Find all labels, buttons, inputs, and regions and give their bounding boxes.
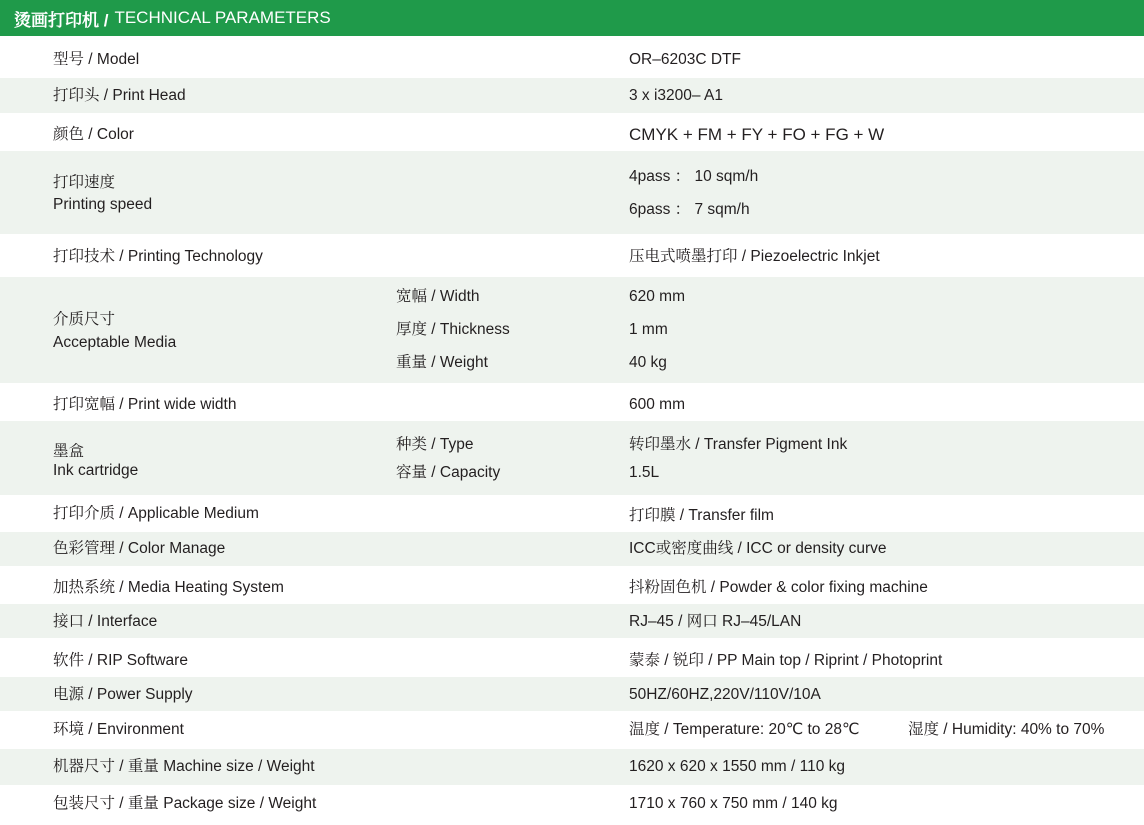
row-label: 加热系统 / Media Heating System [53, 579, 284, 596]
table-row-media [0, 277, 1144, 383]
row-label: 接口 / Interface [53, 613, 158, 630]
row-value: 3 x i3200– A1 [629, 87, 723, 104]
header-title-en: TECHNICAL PARAMETERS [114, 8, 331, 27]
row-label: 打印技术 / Printing Technology [53, 248, 263, 265]
table-row-model [0, 36, 1144, 78]
row-value: 抖粉固色机 / Powder & color fixing machine [629, 579, 928, 596]
row-label: 打印宽幅 / Print wide width [53, 396, 237, 413]
row-value: 1710 x 760 x 750 mm / 140 kg [629, 795, 838, 812]
row-value-6pass: 6pass ： 7 sqm/h [629, 201, 750, 218]
table-row-heating [0, 566, 1144, 604]
row-label-en: Printing speed [53, 196, 153, 213]
parameters-table [0, 36, 1144, 823]
row-label: 打印介质 / Applicable Medium [53, 505, 259, 522]
table-row-print-head [0, 78, 1144, 113]
row-label: 色彩管理 / Color Manage [53, 540, 226, 557]
ink-capacity-label: 容量 / Capacity [396, 464, 501, 481]
row-value: 打印膜 / Transfer film [629, 507, 774, 524]
media-weight-value: 40 kg [629, 354, 667, 371]
row-label: 电源 / Power Supply [53, 686, 193, 703]
row-label: 颜色 / Color [53, 126, 134, 143]
row-value: 蒙泰 / 锐印 / PP Main top / Riprint / Photoprint [629, 652, 943, 669]
row-label: 打印头 / Print Head [53, 87, 186, 104]
row-label-en: Acceptable Media [53, 334, 177, 351]
environment-temperature: 温度 / Temperature: 20℃ to 28℃ [629, 721, 860, 738]
row-label: 机器尺寸 / 重量 Machine size / Weight [53, 758, 315, 775]
row-value-4pass: 4pass ： 10 sqm/h [629, 168, 759, 185]
section-header [0, 0, 1144, 36]
row-value: 压电式喷墨打印 / Piezoelectric Inkjet [629, 248, 880, 265]
table-row-technology [0, 234, 1144, 277]
media-thickness-value: 1 mm [629, 321, 668, 338]
row-label-en: Ink cartridge [53, 462, 139, 479]
media-weight-label: 重量 / Weight [396, 354, 488, 371]
table-row-interface [0, 604, 1144, 638]
row-value: 50HZ/60HZ,220V/110V/10A [629, 686, 821, 703]
row-label-zh: 打印速度 [53, 174, 116, 191]
row-label: 包装尺寸 / 重量 Package size / Weight [53, 795, 317, 812]
media-thickness-label: 厚度 / Thickness [396, 321, 510, 338]
table-row-print-width [0, 383, 1144, 421]
ink-capacity-value: 1.5L [629, 464, 660, 481]
media-width-value: 620 mm [629, 288, 685, 305]
table-row-ink [0, 421, 1144, 495]
row-label: 环境 / Environment [53, 721, 184, 738]
row-label-zh: 介质尺寸 [53, 311, 116, 328]
row-value: OR–6203C DTF [629, 51, 741, 68]
table-row-speed [0, 151, 1144, 234]
row-value: CMYK + FM + FY + FO + FG + W [629, 125, 885, 144]
ink-type-value: 转印墨水 / Transfer Pigment Ink [629, 436, 848, 453]
row-value: RJ–45 / 网口 RJ–45/LAN [629, 613, 802, 630]
row-value: 1620 x 620 x 1550 mm / 110 kg [629, 758, 845, 775]
table-row-machine-size [0, 749, 1144, 785]
row-label: 软件 / RIP Software [53, 652, 188, 669]
row-value: ICC或密度曲线 / ICC or density curve [629, 540, 887, 557]
table-row-power [0, 677, 1144, 711]
row-label: 型号 / Model [53, 51, 140, 68]
table-row-environment [0, 711, 1144, 749]
table-row-medium [0, 495, 1144, 532]
ink-type-label: 种类 / Type [396, 436, 474, 453]
table-row-color-manage [0, 532, 1144, 566]
row-label-zh: 墨盒 [53, 443, 85, 460]
table-row-color [0, 113, 1144, 151]
table-row-software [0, 638, 1144, 677]
environment-humidity: 湿度 / Humidity: 40% to 70% [908, 721, 1105, 738]
row-value: 600 mm [629, 396, 685, 413]
media-width-label: 宽幅 / Width [396, 288, 480, 305]
table-row-package-size [0, 785, 1144, 823]
header-title-zh: 烫画打印机 / [14, 10, 109, 30]
